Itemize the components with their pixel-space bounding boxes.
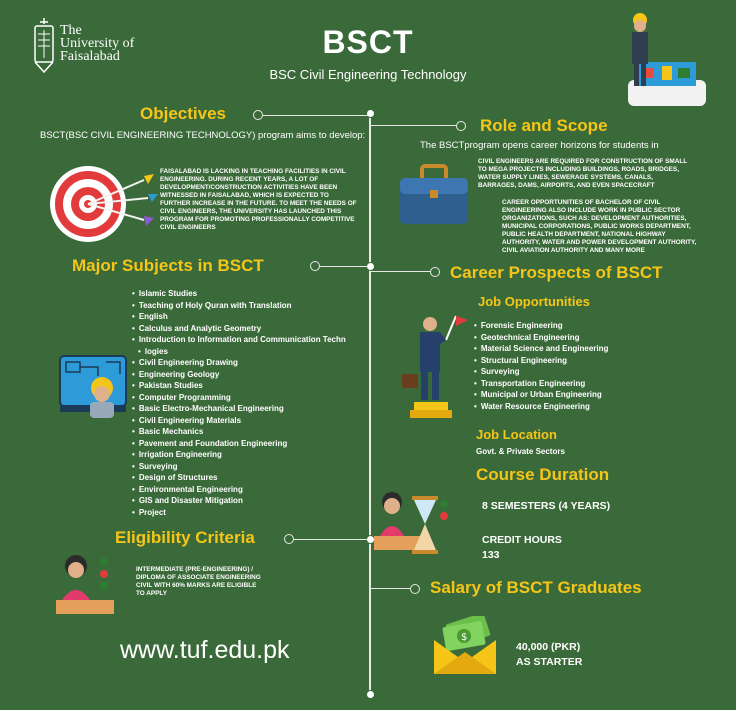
- list-item: • Structural Engineering: [474, 355, 608, 367]
- list-item: • Engineering Geology: [132, 369, 346, 381]
- eligibility-text: INTERMEDIATE (PRE-ENGINEERING) / DIPLOMA OF ASSOCIATE ENGINEERING CIVIL WITH 60% MARKS ARE ELIGIBLE TO APPLY: [136, 566, 261, 597]
- list-item: • Islamic Studies: [132, 288, 346, 300]
- connector-line: [371, 125, 457, 126]
- objectives-heading: Objectives: [140, 104, 226, 123]
- timeline-line: [369, 112, 371, 696]
- list-item: • Pakistan Studies: [132, 380, 346, 392]
- credit-hours-value: 133: [482, 549, 500, 561]
- engineer-blueprint-icon: [58, 354, 128, 420]
- list-item: • Project: [132, 507, 346, 519]
- connector-line: [262, 115, 368, 116]
- subjects-heading: Major Subjects in BSCT: [72, 256, 264, 275]
- salary-note: AS STARTER: [516, 656, 583, 668]
- businessman-flag-icon: [400, 310, 472, 420]
- list-item: • Transportation Engineering: [474, 378, 608, 390]
- list-item: • Geotechnical Engineering: [474, 332, 608, 344]
- role-paragraph-1: CIVIL ENGINEERS ARE REQUIRED FOR CONSTRUCTION OF SMALL TO MEGA PROJECTS INCLUDING BUILDINGS, ROADS, BRIDGES, WATER SUPPLY LINES, SEWERAGE SYSTEMS, CANALS, BARRAGES, DAMS, AIRPORTS, AND EVEN SPACECRAFT: [478, 158, 688, 189]
- list-item: • Surveying: [132, 461, 346, 473]
- job-location-value: Govt. & Private Sectors: [476, 447, 565, 456]
- list-item: • logies: [132, 346, 346, 358]
- list-item: • Forensic Engineering: [474, 320, 608, 332]
- page-title: BSCT: [322, 24, 414, 60]
- list-item: • Municipal or Urban Engineering: [474, 389, 608, 401]
- objectives-intro: BSCT(BSC CIVIL ENGINEERING TECHNOLOGY) program aims to develop:: [40, 130, 366, 141]
- list-item: • English: [132, 311, 346, 323]
- connector-ring: [410, 584, 420, 594]
- timeline-dot: [366, 690, 375, 699]
- connector-line: [371, 271, 431, 272]
- target-icon: [48, 164, 158, 244]
- list-item: • Basic Mechanics: [132, 426, 346, 438]
- list-item: • Calculus and Analytic Geometry: [132, 323, 346, 335]
- list-item: • Environmental Engineering: [132, 484, 346, 496]
- list-item: • Water Resource Engineering: [474, 401, 608, 413]
- website-link[interactable]: www.tuf.edu.pk: [120, 636, 290, 664]
- connector-line: [293, 539, 368, 540]
- student-hourglass-icon: [372, 490, 456, 562]
- connector-ring: [430, 267, 440, 277]
- list-item: • Pavement and Foundation Engineering: [132, 438, 346, 450]
- duration-heading: Course Duration: [476, 465, 610, 484]
- svg-text:$: $: [461, 632, 468, 643]
- list-item: • Computer Programming: [132, 392, 346, 404]
- role-heading: Role and Scope: [480, 116, 608, 135]
- role-intro: The BSCTprogram opens career horizons for students in: [420, 140, 659, 151]
- list-item: • Basic Electro-Mechanical Engineering: [132, 403, 346, 415]
- briefcase-icon: [398, 164, 470, 226]
- list-item: • Irrigation Engineering: [132, 449, 346, 461]
- eligibility-heading: Eligibility Criteria: [115, 528, 255, 547]
- list-item: • Design of Structures: [132, 472, 346, 484]
- career-heading: Career Prospects of BSCT: [450, 263, 663, 282]
- list-item: • Material Science and Engineering: [474, 343, 608, 355]
- list-item: • Surveying: [474, 366, 608, 378]
- connector-line: [319, 266, 368, 267]
- subjects-list: [132, 288, 346, 518]
- connector-ring: [456, 121, 466, 131]
- jobs-heading: Job Opportunities: [478, 294, 590, 309]
- salary-heading: Salary of BSCT Graduates: [430, 578, 642, 597]
- logo-line-3: Faisalabad: [60, 49, 120, 64]
- page-subtitle: BSC Civil Engineering Technology: [269, 67, 467, 82]
- list-item: • Introduction to Information and Communication Techn: [132, 334, 346, 346]
- objectives-body: FAISALABAD IS LACKING IN TEACHING FACILITIES IN CIVIL ENGINEERING. DURING RECENT YEARS, A LOT OF DEVELOPMENT/CONSTRUCTION ACTIVITIES HAVE BEEN WITNESSED IN FAISALABAD, WHICH IS EXPECTED TO FURTHER INCREASE IN THE FUTURE. TO MEET THE NEEDS OF CIVIL ENGINEERS, THE UNIVERSITY HAS LAUNCHED THIS PROGRAM FOR PROMOTING PROFESSIONALLY COMPETITIVE CIVIL ENGINEERS: [160, 168, 357, 231]
- job-location-heading: Job Location: [476, 427, 557, 442]
- jobs-list: [474, 320, 608, 412]
- engineer-model-illustration: [622, 10, 712, 110]
- connector-line: [371, 588, 411, 589]
- role-paragraph-2: CAREER OPPORTUNITIES OF BACHELOR OF CIVIL ENGINEERING ALSO INCLUDE WORK IN PUBLIC SECTOR ORGANIZATIONS, SUCH AS: DEVELOPMENT AUTHORITIES, MUNICIPAL CORPORATIONS, PUBLIC WORKS DEPARTMENT, PUBLIC HEALTH DEPARTMENT, NATIONAL HIGHWAY AUTHORITY, WATER AND POWER DEVELOPMENT AUTHORITY, CIVIL AVIATION AUTHORITY AND MANY MORE: [502, 199, 697, 254]
- list-item: • Civil Engineering Drawing: [132, 357, 346, 369]
- credit-hours-label: CREDIT HOURS: [482, 534, 562, 546]
- list-item: • GIS and Disaster Mitigation: [132, 495, 346, 507]
- timeline-dot: [366, 109, 375, 118]
- list-item: • Civil Engineering Materials: [132, 415, 346, 427]
- student-checklist-icon: [54, 552, 118, 616]
- logo-line-1: The: [60, 23, 82, 38]
- logo-line-2: University of: [60, 36, 135, 51]
- duration-semesters: 8 SEMESTERS (4 YEARS): [482, 500, 611, 512]
- money-envelope-icon: [432, 616, 498, 676]
- list-item: • Teaching of Holy Quran with Translation: [132, 300, 346, 312]
- salary-amount: 40,000 (PKR): [516, 641, 581, 653]
